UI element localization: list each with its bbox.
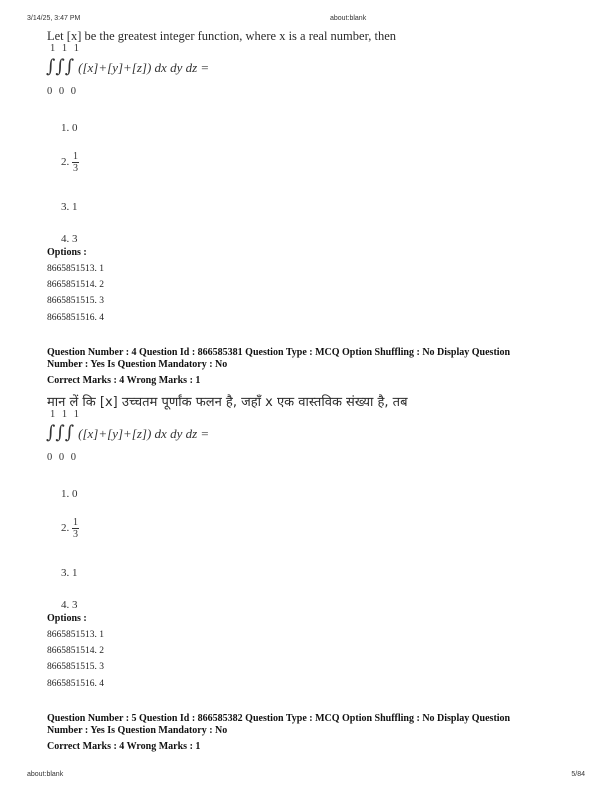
q4-lower-limits: 0 0 0 (47, 452, 78, 463)
integral-signs: ∫∫∫ (46, 422, 75, 443)
q4-prompt: मान लें कि [x] उच्चतम पूर्णांक फलन है, जहाँ x एक वास्तविक संख्या है, तब (47, 395, 408, 410)
page-number: 5/84 (571, 771, 585, 778)
fraction: $\frac{1}{3}$ (73, 517, 78, 540)
q5-meta-line-1: Question Number : 5 Question Id : 866585382 Question Type : MCQ Option Shuffling : No Display Question (47, 713, 511, 724)
q4-option-3: 3. 1 (61, 567, 78, 579)
q4-options-heading: Options : (47, 613, 87, 624)
print-datetime: 3/14/25, 3:47 PM (27, 15, 81, 22)
q4-option-1: 1. 0 (61, 488, 78, 500)
q3-option-2: 2. $\frac{1}{3}$ (61, 151, 78, 174)
q4-option-2: 2. $\frac{1}{3}$ (61, 517, 78, 540)
fraction: $\frac{1}{3}$ (73, 151, 78, 174)
integral-signs: ∫∫∫ (46, 56, 75, 77)
q4-upper-limits: 1 1 1 (50, 409, 81, 420)
q4-option-id-3: 8665851515. 3 (47, 662, 104, 672)
q3-options-heading: Options : (47, 247, 87, 258)
q4-marks: Correct Marks : 4 Wrong Marks : 1 (47, 375, 201, 386)
q3-integrand: ([x]+[y]+[z]) dx dy dz = (78, 60, 210, 75)
footer-url: about:blank (27, 771, 64, 778)
q3-option-id-3: 8665851515. 3 (47, 296, 104, 306)
q4-option-4: 4. 3 (61, 599, 78, 611)
q3-option-id-1: 8665851513. 1 (47, 264, 104, 274)
q3-option-id-2: 8665851514. 2 (47, 280, 104, 290)
q4-integrand: ([x]+[y]+[z]) dx dy dz = (78, 426, 210, 441)
q3-option-3: 3. 1 (61, 201, 78, 213)
q3-option-id-4: 8665851516. 4 (47, 313, 104, 323)
q4-meta-line-2: Number : Yes Is Question Mandatory : No (47, 359, 228, 370)
q3-option-4: 4. 3 (61, 233, 78, 245)
q3-integral (46, 56, 209, 77)
q4-option-id-2: 8665851514. 2 (47, 646, 104, 656)
q3-lower-limits: 0 0 0 (47, 86, 78, 97)
q5-meta-line-2: Number : Yes Is Question Mandatory : No (47, 725, 228, 736)
q5-marks: Correct Marks : 4 Wrong Marks : 1 (47, 741, 201, 752)
q3-upper-limits: 1 1 1 (50, 43, 81, 54)
q3-prompt: Let [x] be the greatest integer function, where x is a real number, then (47, 29, 397, 43)
q4-option-id-4: 8665851516. 4 (47, 679, 104, 689)
q4-meta-line-1: Question Number : 4 Question Id : 866585381 Question Type : MCQ Option Shuffling : No Display Question (47, 347, 511, 358)
print-title: about:blank (330, 15, 367, 22)
q4-integral (46, 422, 209, 443)
q3-option-1: 1. 0 (61, 122, 78, 134)
q4-option-id-1: 8665851513. 1 (47, 630, 104, 640)
